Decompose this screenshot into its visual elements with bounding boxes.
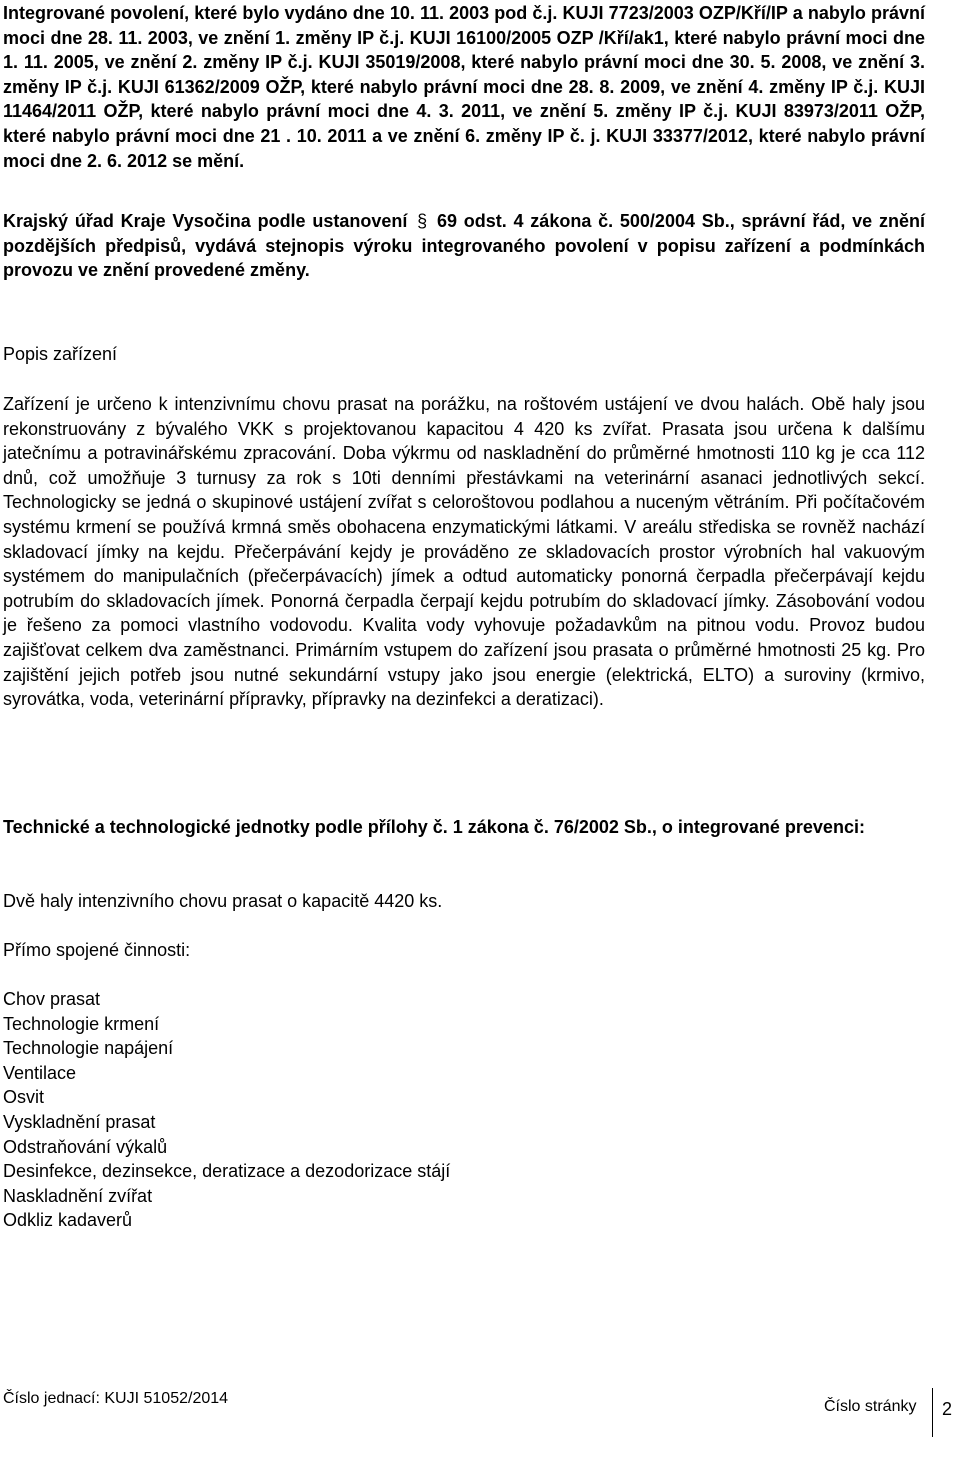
list-item: Technologie napájení <box>3 1038 174 1059</box>
tech-units-heading: Technické a technologické jednotky podle přílohy č. 1 zákona č. 76/2002 Sb., o integrované prevenci: <box>3 817 865 837</box>
footer-page-number: 2 <box>942 1399 953 1419</box>
authority-law-ref: 69 odst. 4 zákona č. 500/2004 Sb. <box>436 211 730 231</box>
list-item: Odstraňování výkalů <box>3 1136 168 1157</box>
halls-capacity-line: Dvě haly intenzivního chovu prasat o kapacitě 4420 ks. <box>3 891 443 911</box>
authority-text-start: Krajský úřad Kraje Vysočina podle ustanovení <box>3 211 408 231</box>
direct-activities-title: Přímo spojené činnosti: <box>3 940 191 960</box>
authority-text-rest: , správní řád, ve znění pozdějších předpisů, vydává stejnopis výroku integrovaného povolení v popisu zařízení a podmínkách provozu ve znění provedené změny. <box>3 211 925 281</box>
list-item: Technologie krmení <box>3 1013 160 1034</box>
list-item: Osvit <box>3 1087 45 1108</box>
section-sign: § <box>417 211 428 231</box>
list-item: Vyskladnění prasat <box>3 1111 156 1132</box>
list-item: Ventilace <box>3 1062 77 1083</box>
intro-paragraph: Integrované povolení, které bylo vydáno dne 10. 11. 2003 pod č.j. KUJI 7723/2003 OZP/Kří/IP a nabylo právní moci dne 28. 11. 2003, ve znění 1. změny IP č.j. KUJI 16100/2005 OZP /Kří/ak1, které nabylo právní moci dne 1. 11. 2005, ve znění 2. změny IP č.j. KUJI 35019/2008, které nabylo právní moci dne 30. 5. 2008, ve znění 3. změny IP č.j. KUJI 61362/2009 OŽP, které nabylo právní moci dne 28. 8. 2009, ve znění 4. změny IP č.j. KUJI 11464/2011 OŽP, které nabylo právní moci dne 4. 3. 2011, ve znění 5. změny IP č.j. KUJI 83973/2011 OŽP, které nabylo právní moci dne 21 . 10. 2011 a ve znění 6. změny IP č. j. KUJI 33377/2012, které nabylo právní moci dne 2. 6. 2012 se mění. <box>3 3 925 171</box>
authority-paragraph <box>3 209 925 283</box>
footer-page-label: Číslo stránky <box>824 1398 917 1415</box>
description-paragraph: Zařízení je určeno k intenzivnímu chovu prasat na porážku, na roštovém ustájení ve dvou halách. Obě haly jsou rekonstruovány z bývalého VKK s projektovanou kapacitou 4 420 ks zvířat. Prasata jsou určena k dalšímu jatečnímu a potravinářskému zpracování. Doba výkrmu od naskladnění do průměrné hmotnosti 110 kg je cca 112 dnů, což umožňuje 3 turnusy za rok s 10ti denními přestávkami na veterinární asanaci jednotlivých sekcí. Technologicky se jedná o skupinové ustájení zvířat s celoroštovou podlahou a nuceným větráním. Při počítačovém systému krmení se používá krmná směs obohacena enzymatickými látkami. V areálu střediska se rovněž nachází skladovací jímky na kejdu. Přečerpávání kejdy je prováděno ze skladovacích prostor výrobních hal vakuovým systémem do manipulačních (přečerpávacích) jímek a odtud automaticky ponorná čerpadla přečerpávají kejdu potrubím do skladovacích jímek. Ponorná čerpadla čerpají kejdu potrubím do skladovací jímky. Zásobování vodou je řešeno za pomoci vlastního vodovodu. Kvalita vody vyhovuje požadavkům na pitnou vodu. Provoz budou zajišťovat celkem dva zaměstnanci. Primárním vstupem do zařízení jsou prasata o průměrné hmotnosti 25 kg. Pro zajištění jejich potřeb jsou nutné sekundární vstupy jako jsou energie (elektrická, ELTO) a suroviny (krmivo, syrovátka, voda, veterinární přípravky, přípravky na dezinfekci a deratizaci). <box>3 394 925 710</box>
list-item: Odkliz kadaverů <box>3 1210 133 1231</box>
footer-divider <box>932 1388 933 1437</box>
activities-list <box>3 987 450 1233</box>
section-title-popis: Popis zařízení <box>3 344 118 364</box>
list-item: Chov prasat <box>3 989 101 1009</box>
footer-reference-number: Číslo jednací: KUJI 51052/2014 <box>3 1390 229 1407</box>
list-item: Naskladnění zvířat <box>3 1185 153 1206</box>
list-item: Desinfekce, dezinsekce, deratizace a dezodorizace stájí <box>3 1161 451 1182</box>
